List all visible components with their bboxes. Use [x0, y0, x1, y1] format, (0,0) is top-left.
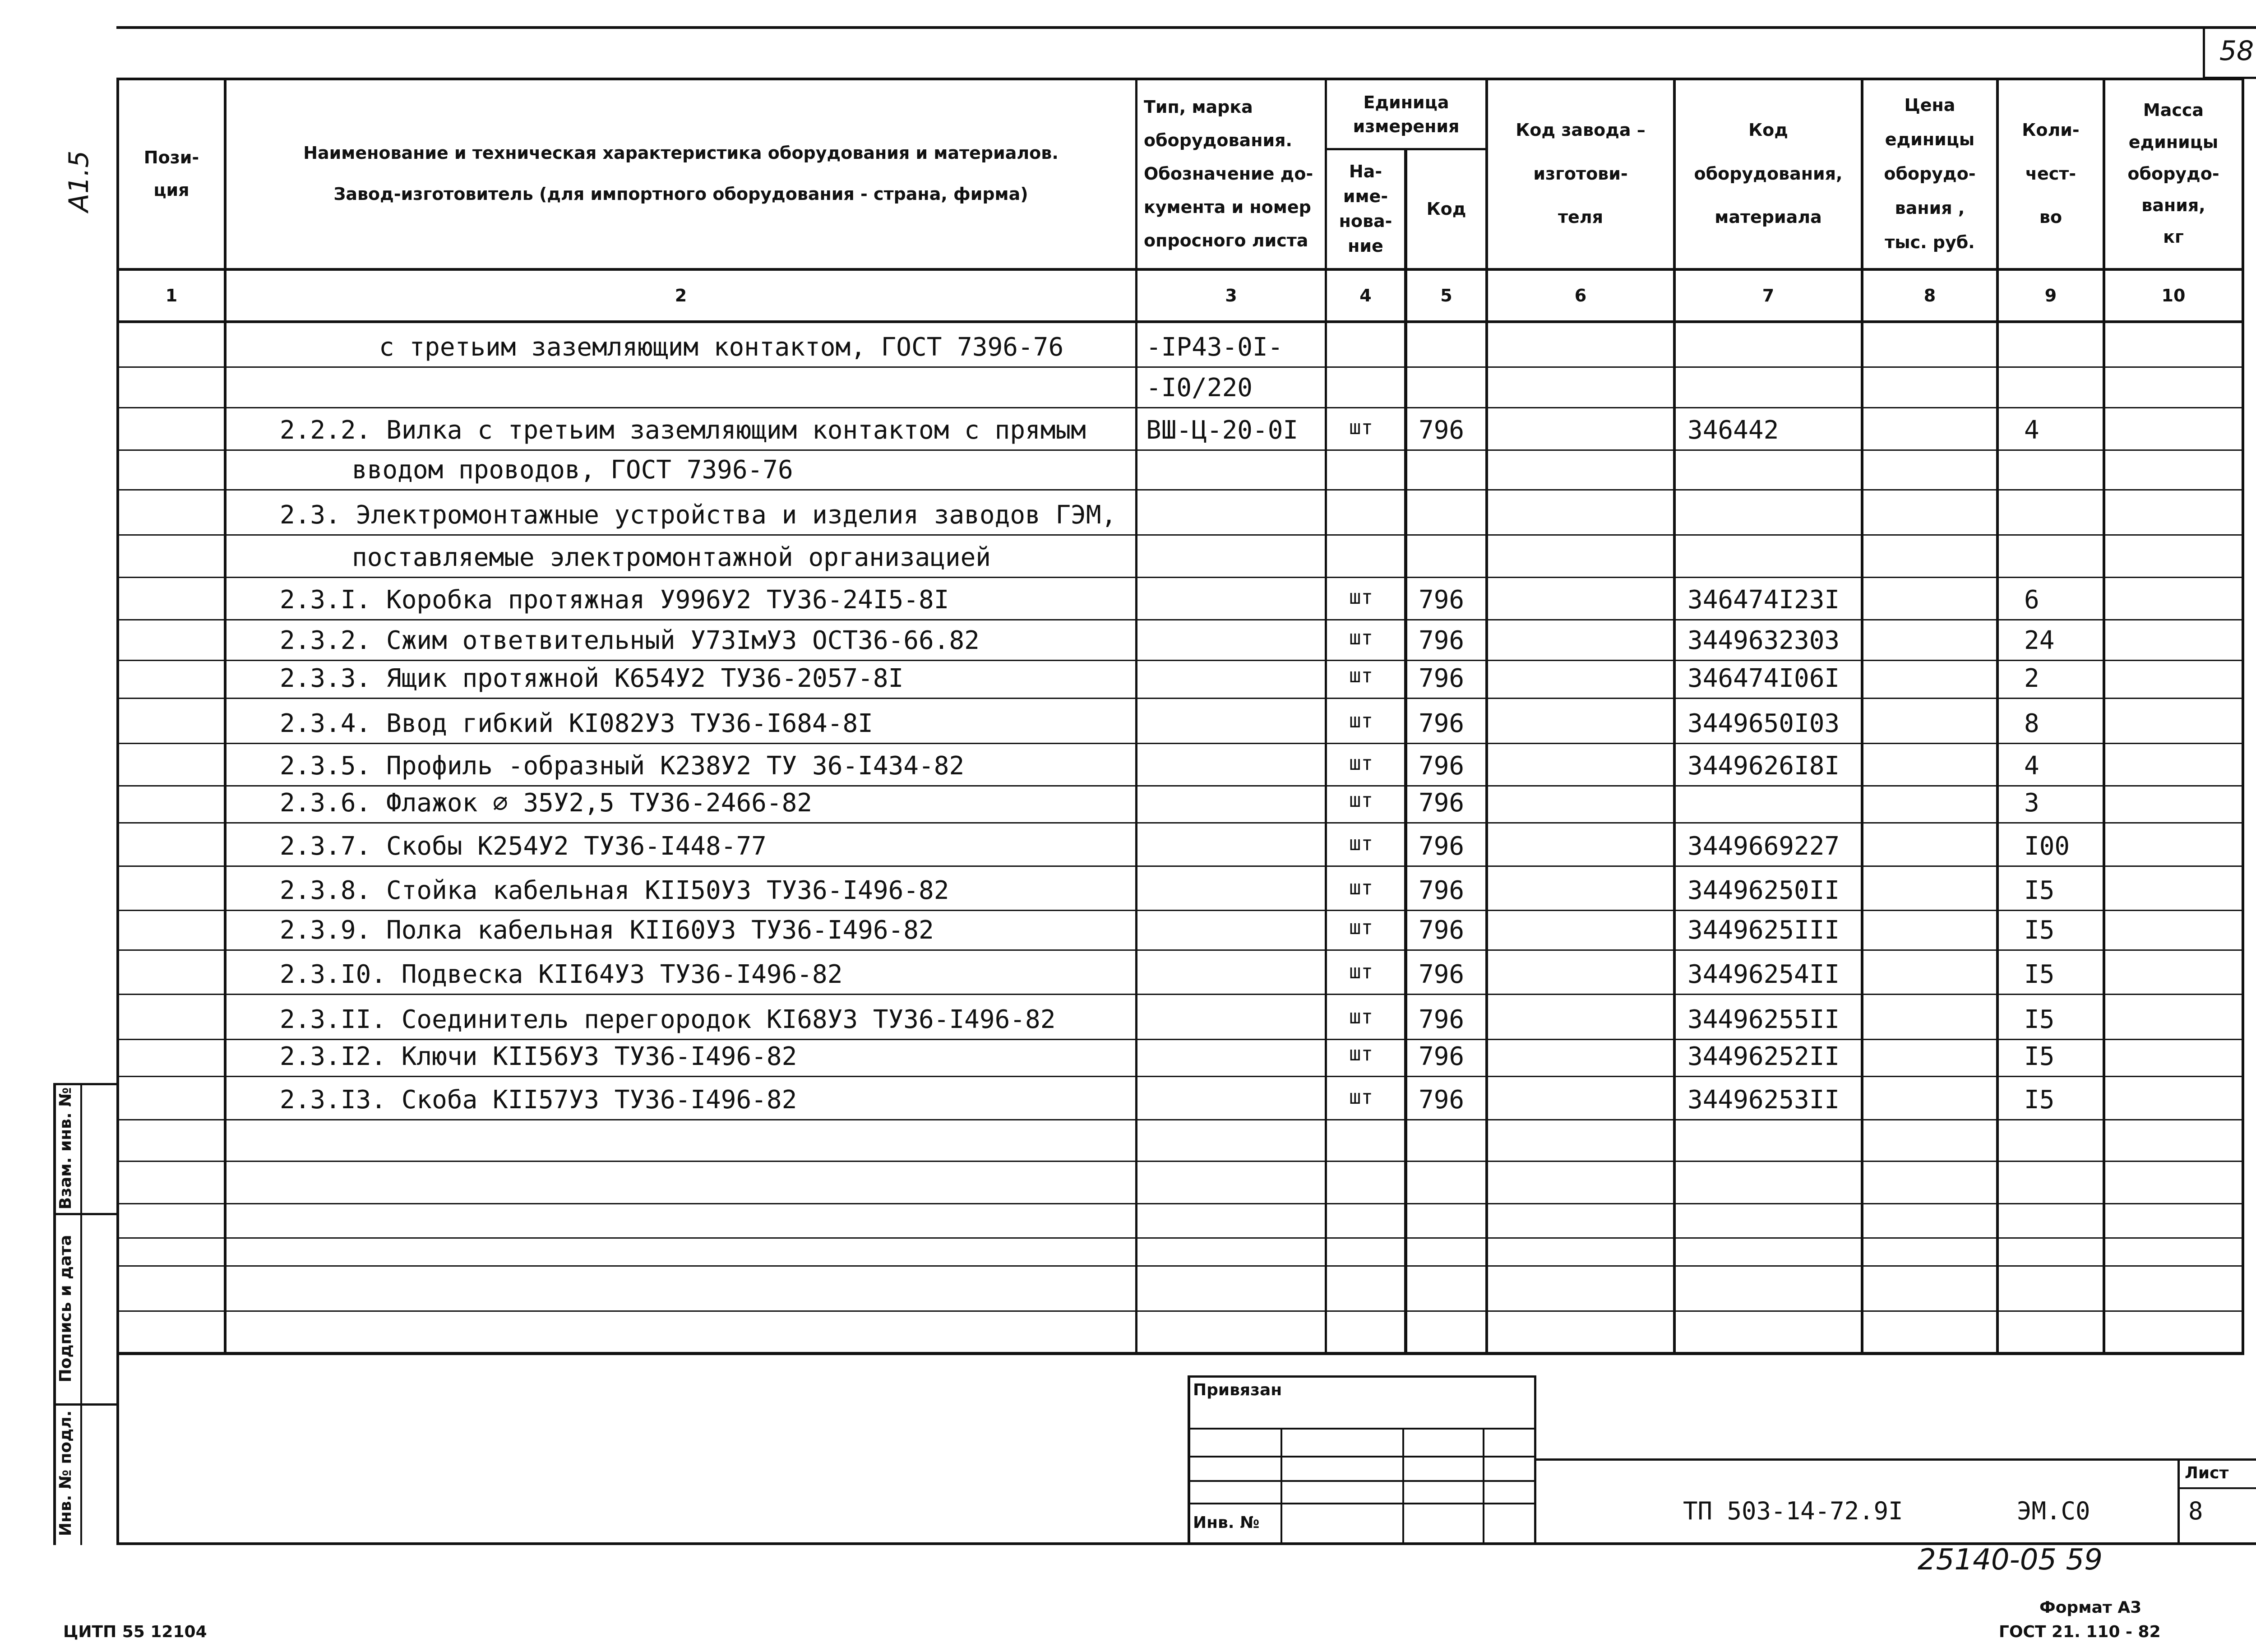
table-top-border [116, 78, 2244, 80]
cell-eqcode: 34496255II [1687, 1005, 1840, 1034]
side-stamp-left [53, 1083, 56, 1545]
cell-qty: I5 [2024, 1085, 2055, 1115]
colnum-8: 8 [1923, 285, 1936, 305]
tb-col2 [1402, 1429, 1404, 1545]
cell-qty: I5 [2024, 876, 2055, 905]
cell-type: -I0/220 [1146, 373, 1253, 403]
cell-unit: шт [1349, 709, 1373, 732]
cell-code: 796 [1419, 960, 1465, 989]
colnum-9: 9 [2044, 285, 2057, 305]
cell-code: 796 [1419, 626, 1465, 655]
cell-unit: шт [1349, 916, 1373, 939]
row-line [116, 1039, 2244, 1040]
row-line [116, 994, 2244, 995]
row-line [116, 619, 2244, 620]
row-line [116, 366, 2244, 368]
cell-qty: I00 [2024, 832, 2070, 861]
cell-name: 2.3.3. Ящик протяжной К654У2 ТУ36-2057-8I [280, 664, 904, 693]
cell-unit: шт [1349, 789, 1373, 812]
cell-name: 2.3.2. Сжим ответвительный У73IмУ3 ОСТ36-66.82 [280, 626, 980, 655]
row-line [116, 949, 2244, 951]
cell-code: 796 [1419, 416, 1465, 445]
cell-code: 796 [1419, 709, 1465, 738]
row-line [116, 785, 2244, 787]
cell-name: 2.3.8. Стойка кабельная КII50У3 ТУ36-I496-82 [280, 876, 949, 905]
cell-name: 2.3. Электромонтажные устройства и изделия заводов ГЭМ, [280, 500, 1117, 530]
col-line-1 [224, 78, 227, 1355]
colnum-1: 1 [165, 285, 178, 305]
cell-eqcode: 34496252II [1687, 1042, 1840, 1071]
row-line [116, 822, 2244, 824]
tb-left [1188, 1375, 1190, 1545]
corner-box-left [2203, 29, 2205, 79]
cell-name: 2.3.7. Скобы К254У2 ТУ36-I448-77 [280, 832, 767, 861]
cell-code: 796 [1419, 585, 1465, 615]
cell-eqcode: 3449626I8I [1687, 751, 1840, 781]
colnum-6: 6 [1574, 285, 1587, 305]
cell-qty: 4 [2024, 416, 2039, 445]
tb-col1 [1281, 1429, 1282, 1545]
tb-doc-mark: ЭМ.С0 [2017, 1497, 2090, 1525]
tb-col3 [1483, 1429, 1484, 1545]
row-line [116, 743, 2244, 744]
header-name: Наименование и техническая характеристика оборудования и материалов. Завод-изготовитель (для импортного оборудования - страна, фирма) [303, 143, 1059, 204]
cell-eqcode: 34496254II [1687, 960, 1840, 989]
tb-sheet-number: 8 [2188, 1497, 2203, 1525]
colnum-10: 10 [2161, 285, 2186, 305]
row-line [116, 698, 2244, 699]
row-line [116, 489, 2244, 491]
cell-name: 2.3.4. Ввод гибкий КI082У3 ТУ36-I684-8I [280, 709, 873, 738]
col-line-7 [1861, 78, 1863, 1355]
cell-eqcode: 34496250II [1687, 876, 1840, 905]
cell-name: с третьим заземляющим контактом, ГОСТ 7396-76 [379, 333, 1064, 362]
row-line [116, 534, 2244, 536]
col-line-4 [1404, 149, 1407, 1355]
gost-label: ГОСТ 21. 110 - 82 [1999, 1623, 2161, 1641]
header-unit-code: Код [1426, 199, 1466, 219]
cell-name: 2.3.I. Коробка протяжная У996У2 ТУ36-24I5-8I [280, 585, 949, 615]
col-line-3 [1325, 78, 1327, 1355]
tb-sheet-div [2177, 1487, 2256, 1489]
tb-sheet-label: Лист [2185, 1464, 2229, 1482]
header-unit-name: На- име- нова- ние [1339, 161, 1392, 256]
cell-eqcode: 346474I23I [1687, 585, 1840, 615]
tb-top [1188, 1375, 1536, 1378]
cell-code: 796 [1419, 664, 1465, 693]
col-line-5 [1485, 78, 1488, 1355]
cell-unit: шт [1349, 664, 1373, 687]
cell-qty: I5 [2024, 1005, 2055, 1034]
colnum-4: 4 [1359, 285, 1372, 305]
frame-top-line [116, 26, 2256, 29]
cell-unit: шт [1349, 1042, 1373, 1065]
cell-qty: I5 [2024, 1042, 2055, 1071]
cell-name: 2.3.I3. Скоба КII57У3 ТУ36-I496-82 [280, 1085, 797, 1115]
col-line-6 [1673, 78, 1676, 1355]
header-unit: Единица измерения [1353, 92, 1460, 136]
cell-eqcode: 3449669227 [1687, 832, 1840, 861]
header-price: Цена единицы оборудо- вания , тыс. руб. [1884, 95, 1976, 252]
cell-code: 796 [1419, 1005, 1465, 1034]
cell-unit: шт [1349, 752, 1373, 775]
cell-code: 796 [1419, 788, 1465, 818]
side-stamp-inner [80, 1083, 82, 1545]
tb-inv-no: Инв. № [1193, 1513, 1260, 1532]
row-line [116, 1237, 2244, 1239]
cell-unit: шт [1349, 876, 1373, 899]
cell-code: 796 [1419, 1085, 1465, 1115]
colnum-7: 7 [1762, 285, 1775, 305]
cell-qty: 8 [2024, 709, 2039, 738]
cell-unit: шт [1349, 1086, 1373, 1109]
numbers-row-bottom-line [116, 320, 2244, 323]
cell-type: -IP43-0I- [1146, 333, 1283, 362]
cell-unit: шт [1349, 1005, 1373, 1028]
cell-code: 796 [1419, 832, 1465, 861]
colnum-5: 5 [1440, 285, 1452, 305]
table-data-bottom-line [116, 1352, 2244, 1355]
cell-eqcode: 346442 [1687, 416, 1779, 445]
col-line-8 [1996, 78, 1999, 1355]
row-line [116, 577, 2244, 578]
row-line [116, 449, 2244, 451]
row-line [116, 1310, 2244, 1312]
tb-sheet-left [2177, 1458, 2180, 1545]
row-line [116, 1265, 2244, 1267]
cell-eqcode: 3449625III [1687, 916, 1840, 945]
side-stamp-podpis: Подпись и дата [56, 1235, 75, 1383]
cell-unit: шт [1349, 832, 1373, 855]
corner-page-number: 58 [2219, 35, 2254, 67]
cell-unit: шт [1349, 960, 1373, 983]
cell-code: 796 [1419, 876, 1465, 905]
header-quantity: Коли- чест- во [2022, 120, 2080, 227]
header-type: Тип, марка оборудования. Обозначение до- кумента и номер опросного листа [1144, 97, 1313, 251]
cell-qty: I5 [2024, 960, 2055, 989]
colnum-2: 2 [675, 285, 687, 305]
tb-privyazan: Привязан [1193, 1381, 1282, 1399]
cell-qty: 4 [2024, 751, 2039, 781]
row-line [116, 407, 2244, 408]
row-line [116, 1119, 2244, 1120]
cell-name: 2.2.2. Вилка с третьим заземляющим контактом с прямым [280, 416, 1086, 445]
cell-name: вводом проводов, ГОСТ 7396-76 [352, 455, 793, 485]
header-position: Пози- ция [143, 147, 199, 200]
cell-unit: шт [1349, 586, 1373, 609]
col-line-2 [1135, 78, 1137, 1355]
cell-name: 2.3.9. Полка кабельная КII60У3 ТУ36-I496-82 [280, 916, 934, 945]
side-stamp-vzam: Взам. инв. № [56, 1087, 75, 1210]
header-factory-code: Код завода – изготови- теля [1516, 120, 1646, 227]
margin-mark: А1.5 [63, 150, 95, 212]
cell-qty: 6 [2024, 585, 2039, 615]
row-line [116, 1161, 2244, 1162]
side-stamp-inv-podl: Инв. № подл. [56, 1410, 75, 1536]
cell-name: 2.3.II. Соединитель перегородок КI68У3 ТУ36-I496-82 [280, 1005, 1056, 1034]
cell-code: 796 [1419, 916, 1465, 945]
cell-name: поставляемые электромонтажной организацией [352, 543, 991, 572]
cell-name: 2.3.I2. Ключи КII56У3 ТУ36-I496-82 [280, 1042, 797, 1071]
cell-qty: 3 [2024, 788, 2039, 818]
cell-name: 2.3.6. Флажок ∅ 35У2,5 ТУ36-2466-82 [280, 788, 813, 818]
cell-eqcode: 346474I06I [1687, 664, 1840, 693]
cell-qty: 24 [2024, 626, 2055, 655]
format-label: Формат А3 [2039, 1598, 2142, 1617]
header-equipment-code: Код оборудования, материала [1694, 120, 1843, 227]
col-line-10 [2242, 78, 2244, 1355]
row-line [116, 660, 2244, 661]
row-line [116, 865, 2244, 867]
row-line [116, 1076, 2244, 1077]
cell-qty: 2 [2024, 664, 2039, 693]
row-line [116, 910, 2244, 911]
row-line [116, 1203, 2244, 1204]
cell-unit: шт [1349, 626, 1373, 649]
header-mass: Масса единицы оборудо- вания, кг [2127, 100, 2219, 247]
cell-eqcode: 3449632303 [1687, 626, 1840, 655]
cell-name: 2.3.5. Профиль -образный К238У2 ТУ 36-I434-82 [280, 751, 965, 781]
handwritten-number: 25140-05 59 [1918, 1543, 2103, 1577]
cell-qty: I5 [2024, 916, 2055, 945]
tb-doc-code: ТП 503-14-72.9I [1683, 1497, 1903, 1525]
colnum-3: 3 [1225, 285, 1237, 305]
cell-eqcode: 3449650I03 [1687, 709, 1840, 738]
cell-code: 796 [1419, 751, 1465, 781]
cell-eqcode: 34496253II [1687, 1085, 1840, 1115]
cell-unit: шт [1349, 416, 1373, 439]
cell-code: 796 [1419, 1042, 1465, 1071]
citp-label: ЦИТП 55 12104 [63, 1623, 207, 1641]
col-line-9 [2103, 78, 2105, 1355]
cell-name: 2.3.I0. Подвеска КII64У3 ТУ36-I496-82 [280, 960, 843, 989]
cell-type: ВШ-Ц-20-0I [1146, 416, 1299, 445]
tb-main-top [1534, 1458, 2256, 1461]
